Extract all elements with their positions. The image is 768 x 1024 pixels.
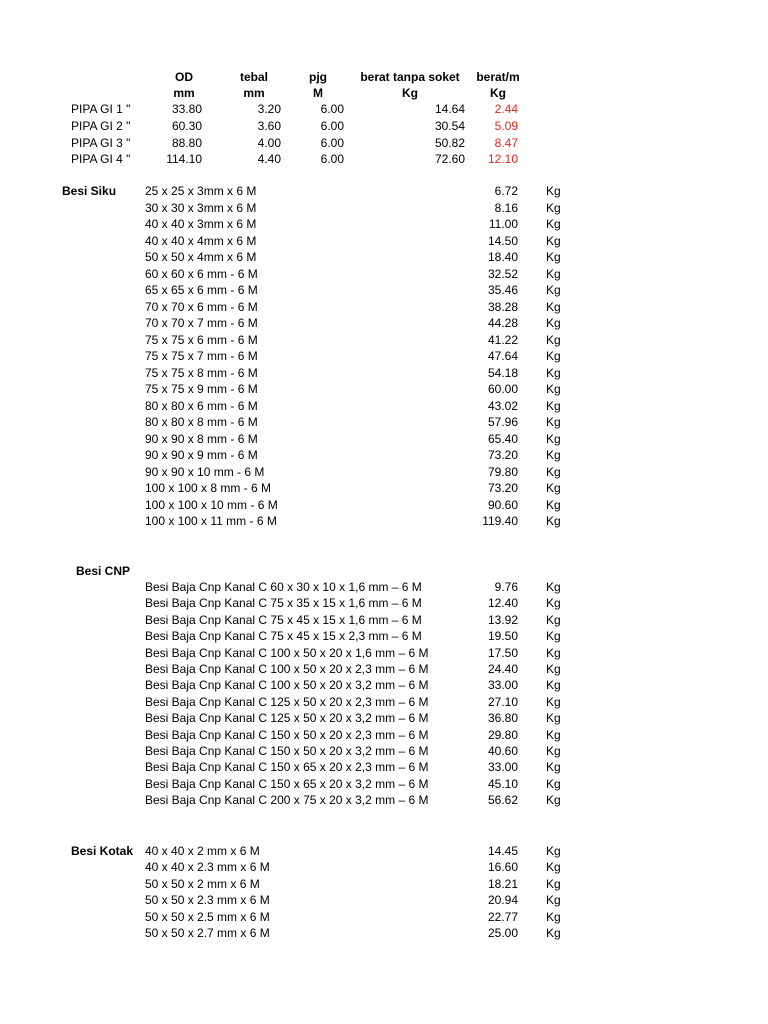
pipe-name: PIPA GI 1 "	[71, 102, 131, 116]
pipe-pjg: 6.00	[320, 119, 344, 133]
item-unit: Kg	[546, 366, 561, 380]
item-weight: 12.40	[487, 596, 518, 610]
item-description: 80 x 80 x 6 mm - 6 M	[145, 399, 258, 413]
item-unit: Kg	[546, 744, 561, 758]
item-unit: Kg	[546, 217, 561, 231]
col-header-berat-title: berat tanpa soket	[360, 70, 460, 84]
item-weight: 32.52	[487, 267, 518, 281]
item-unit: Kg	[546, 234, 561, 248]
item-unit: Kg	[546, 283, 561, 297]
item-unit: Kg	[546, 382, 561, 396]
item-unit: Kg	[546, 432, 561, 446]
item-weight: 45.10	[487, 777, 518, 791]
pipe-tebal: 4.40	[257, 152, 281, 166]
item-description: Besi Baja Cnp Kanal C 150 x 65 x 20 x 3,2 mm – 6 M	[145, 777, 429, 791]
item-unit: Kg	[546, 580, 561, 594]
item-description: 40 x 40 x 2.3 mm x 6 M	[145, 860, 270, 874]
col-header-pjg-unit: M	[313, 86, 323, 100]
item-unit: Kg	[546, 481, 561, 495]
item-description: Besi Baja Cnp Kanal C 150 x 50 x 20 x 3,2 mm – 6 M	[145, 744, 429, 758]
item-weight: 19.50	[487, 629, 518, 643]
pipe-berat-m: 12.10	[487, 152, 518, 166]
item-weight: 54.18	[487, 366, 518, 380]
pipe-tebal: 4.00	[257, 136, 281, 150]
item-weight: 56.62	[487, 793, 518, 807]
item-unit: Kg	[546, 646, 561, 660]
item-weight: 18.40	[487, 250, 518, 264]
item-unit: Kg	[546, 910, 561, 924]
item-weight: 41.22	[487, 333, 518, 347]
item-description: 75 x 75 x 7 mm - 6 M	[145, 349, 258, 363]
section-title-besi-kotak: Besi Kotak	[71, 844, 134, 858]
col-header-od-title: OD	[175, 70, 193, 84]
item-unit: Kg	[546, 877, 561, 891]
item-weight: 13.92	[487, 613, 518, 627]
item-description: 40 x 40 x 4mm x 6 M	[145, 234, 257, 248]
item-weight: 65.40	[487, 432, 518, 446]
item-description: Besi Baja Cnp Kanal C 150 x 65 x 20 x 2,3 mm – 6 M	[145, 760, 429, 774]
item-weight: 43.02	[487, 399, 518, 413]
col-header-berat-unit: Kg	[402, 86, 418, 100]
item-unit: Kg	[546, 711, 561, 725]
item-unit: Kg	[546, 250, 561, 264]
item-description: 50 x 50 x 4mm x 6 M	[145, 250, 257, 264]
pipe-name: PIPA GI 2 "	[71, 119, 131, 133]
pipe-pjg: 6.00	[320, 152, 344, 166]
item-unit: Kg	[546, 760, 561, 774]
col-header-berat-m-unit: Kg	[490, 86, 506, 100]
item-unit: Kg	[546, 514, 561, 528]
col-header-berat-m	[470, 69, 526, 101]
col-header-berat-tanpa-soket	[352, 69, 468, 101]
pipe-od: 114.10	[166, 152, 202, 166]
item-description: 75 x 75 x 8 mm - 6 M	[145, 366, 258, 380]
item-unit: Kg	[546, 448, 561, 462]
item-weight: 33.00	[487, 760, 518, 774]
item-unit: Kg	[546, 893, 561, 907]
item-unit: Kg	[546, 793, 561, 807]
item-weight: 47.64	[487, 349, 518, 363]
item-description: Besi Baja Cnp Kanal C 75 x 35 x 15 x 1,6 mm – 6 M	[145, 596, 422, 610]
item-unit: Kg	[546, 777, 561, 791]
item-unit: Kg	[546, 926, 561, 940]
section-title-besi-cnp: Besi CNP	[76, 564, 131, 578]
pipe-berat: 30.54	[434, 119, 465, 133]
item-description: 65 x 65 x 6 mm - 6 M	[145, 283, 258, 297]
item-weight: 73.20	[487, 481, 518, 495]
pipe-berat: 50.82	[434, 136, 465, 150]
item-unit: Kg	[546, 465, 561, 479]
item-description: 90 x 90 x 9 mm - 6 M	[145, 448, 258, 462]
col-header-berat-m-title: berat/m	[476, 70, 520, 84]
item-description: 40 x 40 x 3mm x 6 M	[145, 217, 257, 231]
item-unit: Kg	[546, 678, 561, 692]
col-header-tebal-title: tebal	[239, 70, 268, 84]
item-weight: 90.60	[487, 498, 518, 512]
item-weight: 8.16	[494, 201, 518, 215]
item-description: 50 x 50 x 2 mm x 6 M	[145, 877, 260, 891]
item-unit: Kg	[546, 860, 561, 874]
pipe-pjg: 6.00	[320, 136, 344, 150]
item-weight: 11.00	[488, 217, 518, 231]
item-description: 70 x 70 x 6 mm - 6 M	[145, 300, 258, 314]
item-description: 80 x 80 x 8 mm - 6 M	[145, 415, 258, 429]
item-unit: Kg	[546, 333, 561, 347]
item-weight: 6.72	[494, 184, 518, 198]
pipe-berat-m: 5.09	[494, 119, 518, 133]
item-weight: 44.28	[487, 316, 518, 330]
item-description: 50 x 50 x 2.5 mm x 6 M	[145, 910, 270, 924]
pipe-pjg: 6.00	[320, 102, 344, 116]
item-description: 75 x 75 x 6 mm - 6 M	[145, 333, 258, 347]
item-weight: 73.20	[487, 448, 518, 462]
item-description: Besi Baja Cnp Kanal C 150 x 50 x 20 x 2,3 mm – 6 M	[145, 728, 429, 742]
item-unit: Kg	[546, 596, 561, 610]
item-description: 100 x 100 x 11 mm - 6 M	[145, 514, 277, 528]
item-weight: 16.60	[487, 860, 518, 874]
item-weight: 20.94	[487, 893, 518, 907]
col-header-od-unit: mm	[173, 86, 195, 100]
col-header-pjg-title: pjg	[309, 70, 327, 84]
item-unit: Kg	[546, 399, 561, 413]
item-weight: 57.96	[487, 415, 518, 429]
col-header-tebal-unit: mm	[243, 86, 265, 100]
item-weight: 27.10	[487, 695, 518, 709]
item-description: 30 x 30 x 3mm x 6 M	[145, 201, 257, 215]
item-unit: Kg	[546, 629, 561, 643]
item-unit: Kg	[546, 613, 561, 627]
item-description: Besi Baja Cnp Kanal C 100 x 50 x 20 x 2,3 mm – 6 M	[145, 662, 429, 676]
item-description: Besi Baja Cnp Kanal C 75 x 45 x 15 x 1,6 mm – 6 M	[145, 613, 422, 627]
item-weight: 36.80	[487, 711, 518, 725]
item-weight: 35.46	[487, 283, 518, 297]
pipe-od: 88.80	[171, 136, 202, 150]
item-weight: 25.00	[487, 926, 518, 940]
col-header-pjg	[300, 69, 336, 101]
item-weight: 9.76	[494, 580, 518, 594]
item-unit: Kg	[546, 300, 561, 314]
item-description: Besi Baja Cnp Kanal C 200 x 75 x 20 x 3,2 mm – 6 M	[145, 793, 429, 807]
item-unit: Kg	[546, 201, 561, 215]
pipe-tebal: 3.60	[257, 119, 281, 133]
item-description: Besi Baja Cnp Kanal C 60 x 30 x 10 x 1,6 mm – 6 M	[145, 580, 422, 594]
item-weight: 18.21	[487, 877, 518, 891]
item-unit: Kg	[546, 498, 561, 512]
item-weight: 17.50	[487, 646, 518, 660]
item-unit: Kg	[546, 844, 561, 858]
item-description: 40 x 40 x 2 mm x 6 M	[145, 844, 260, 858]
item-weight: 24.40	[487, 662, 518, 676]
item-description: 50 x 50 x 2.7 mm x 6 M	[145, 926, 270, 940]
item-description: 90 x 90 x 10 mm - 6 M	[145, 465, 265, 479]
item-description: 100 x 100 x 8 mm - 6 M	[145, 481, 272, 495]
item-unit: Kg	[546, 349, 561, 363]
item-unit: Kg	[546, 728, 561, 742]
item-unit: Kg	[546, 415, 561, 429]
item-weight: 40.60	[487, 744, 518, 758]
item-weight: 14.45	[487, 844, 518, 858]
item-description: 100 x 100 x 10 mm - 6 M	[145, 498, 278, 512]
item-description: Besi Baja Cnp Kanal C 125 x 50 x 20 x 2,3 mm – 6 M	[145, 695, 429, 709]
section-title-besi-siku: Besi Siku	[62, 184, 117, 198]
item-weight: 38.28	[487, 300, 518, 314]
item-weight: 60.00	[487, 382, 518, 396]
item-weight: 14.50	[487, 234, 518, 248]
pipe-name: PIPA GI 3 "	[71, 136, 131, 150]
pipe-berat-m: 2.44	[494, 102, 518, 116]
item-description: 90 x 90 x 8 mm - 6 M	[145, 432, 258, 446]
item-unit: Kg	[546, 267, 561, 281]
item-unit: Kg	[546, 662, 561, 676]
item-unit: Kg	[546, 184, 561, 198]
item-description: Besi Baja Cnp Kanal C 100 x 50 x 20 x 3,2 mm – 6 M	[145, 678, 429, 692]
pipe-berat: 72.60	[434, 152, 465, 166]
item-weight: 119.40	[482, 514, 518, 528]
item-unit: Kg	[546, 316, 561, 330]
item-unit: Kg	[546, 695, 561, 709]
pipe-tebal: 3.20	[257, 102, 281, 116]
item-weight: 29.80	[487, 728, 518, 742]
pipe-berat-m: 8.47	[494, 136, 518, 150]
pipe-od: 60.30	[171, 119, 202, 133]
item-description: Besi Baja Cnp Kanal C 125 x 50 x 20 x 3,2 mm – 6 M	[145, 711, 429, 725]
item-description: 70 x 70 x 7 mm - 6 M	[145, 316, 258, 330]
item-weight: 33.00	[487, 678, 518, 692]
item-weight: 22.77	[487, 910, 518, 924]
item-description: Besi Baja Cnp Kanal C 100 x 50 x 20 x 1,6 mm – 6 M	[145, 646, 429, 660]
pipe-name: PIPA GI 4 "	[71, 152, 131, 166]
item-description: Besi Baja Cnp Kanal C 75 x 45 x 15 x 2,3 mm – 6 M	[145, 629, 422, 643]
col-header-tebal	[232, 69, 276, 101]
item-description: 60 x 60 x 6 mm - 6 M	[145, 267, 258, 281]
pipe-berat: 14.64	[434, 102, 465, 116]
item-description: 75 x 75 x 9 mm - 6 M	[145, 382, 258, 396]
item-description: 50 x 50 x 2.3 mm x 6 M	[145, 893, 270, 907]
item-weight: 79.80	[487, 465, 518, 479]
item-description: 25 x 25 x 3mm x 6 M	[145, 184, 257, 198]
col-header-od	[164, 69, 204, 101]
pipe-od: 33.80	[171, 102, 202, 116]
